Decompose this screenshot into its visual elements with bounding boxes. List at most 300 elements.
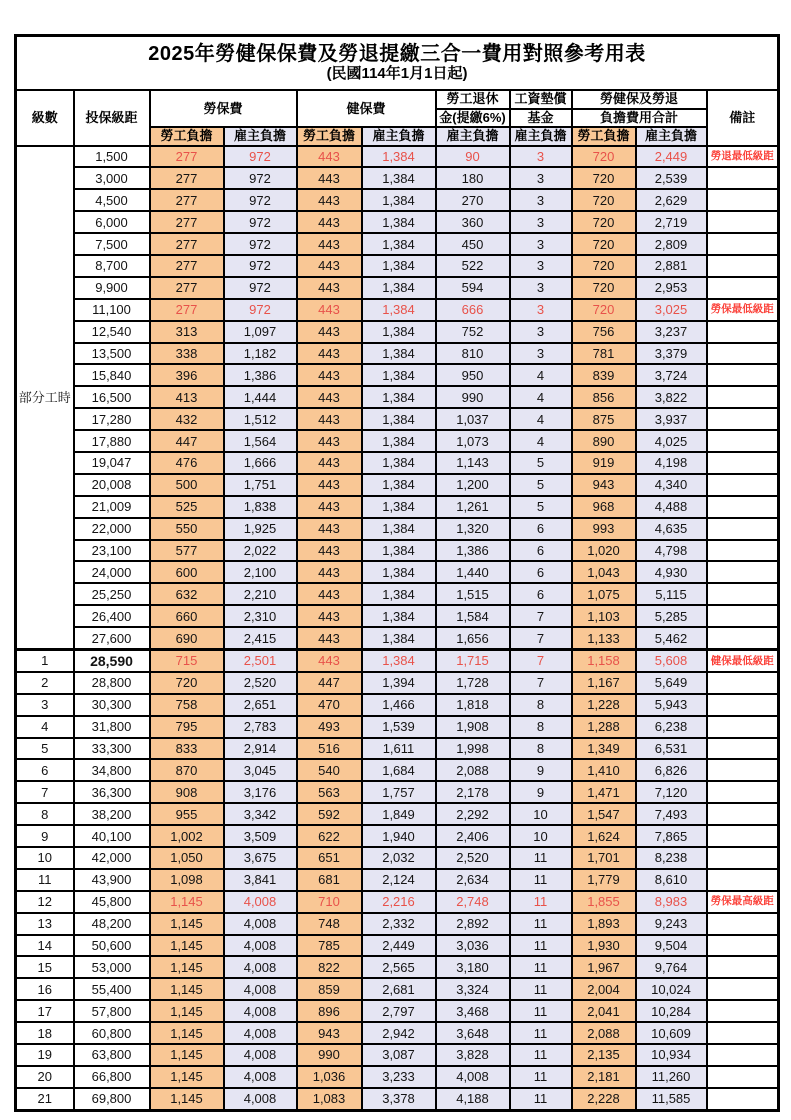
total-employer-cell: 5,608 [636,649,707,671]
table-row [16,627,779,649]
remark-cell [707,956,779,978]
remark-cell [707,211,779,233]
labor-employer-cell: 2,210 [224,583,297,605]
labor-employer-cell: 3,509 [224,825,297,847]
pension-employer-cell: 594 [436,277,510,299]
total-employer-cell: 4,930 [636,561,707,583]
col-header-level: 級數 [16,90,74,146]
wage-fund-employer-cell: 3 [510,321,572,343]
total-employee-cell: 1,967 [572,956,636,978]
table-row [16,561,779,583]
labor-employee-cell: 1,145 [150,978,224,1000]
total-employer-cell: 7,493 [636,803,707,825]
total-employee-cell: 2,004 [572,978,636,1000]
level-cell: 16 [16,978,74,1000]
pension-employer-cell: 2,892 [436,913,510,935]
table-body [16,146,779,1111]
bracket-cell: 34,800 [74,759,150,781]
bracket-cell: 11,100 [74,299,150,321]
table-row [16,583,779,605]
total-employer-cell: 2,809 [636,233,707,255]
wage-fund-employer-cell: 4 [510,386,572,408]
health-employee-cell: 443 [297,452,362,474]
total-employee-cell: 1,228 [572,694,636,716]
health-employee-cell: 443 [297,561,362,583]
pension-employer-cell: 990 [436,386,510,408]
health-employee-cell: 1,083 [297,1088,362,1110]
pension-employer-cell: 2,634 [436,869,510,891]
labor-employee-cell: 1,002 [150,825,224,847]
remark-cell [707,364,779,386]
total-employee-cell: 1,103 [572,605,636,627]
pension-employer-cell: 1,320 [436,518,510,540]
remark-cell [707,518,779,540]
level-cell: 17 [16,1000,74,1022]
labor-employee-cell: 955 [150,803,224,825]
health-employee-cell: 592 [297,803,362,825]
table-row [16,408,779,430]
total-employer-cell: 5,649 [636,672,707,694]
bracket-cell: 6,000 [74,211,150,233]
labor-employer-cell: 972 [224,299,297,321]
total-employee-cell: 1,930 [572,935,636,957]
remark-cell: 勞保最低級距 [707,299,779,321]
health-employer-cell: 1,384 [362,233,436,255]
health-employer-cell: 1,384 [362,540,436,562]
wage-fund-employer-cell: 3 [510,277,572,299]
table-row [16,913,779,935]
bracket-cell: 36,300 [74,781,150,803]
labor-employer-cell: 3,675 [224,847,297,869]
table-row [16,694,779,716]
labor-employee-cell: 313 [150,321,224,343]
labor-employee-cell: 277 [150,233,224,255]
pension-employer-cell: 1,261 [436,496,510,518]
remark-cell [707,1044,779,1066]
labor-employer-cell: 4,008 [224,935,297,957]
col-header-pension-line2: 金(提繳6%) [436,109,510,128]
bracket-cell: 22,000 [74,518,150,540]
total-employee-cell: 720 [572,255,636,277]
health-employee-cell: 443 [297,496,362,518]
total-employee-cell: 943 [572,474,636,496]
health-employee-cell: 516 [297,738,362,760]
total-employee-cell: 1,779 [572,869,636,891]
col-header-health-insurance: 健保費 [297,90,436,127]
subheader-total-employee: 勞工負擔 [572,127,636,146]
pension-employer-cell: 3,036 [436,935,510,957]
health-employee-cell: 443 [297,474,362,496]
table-row [16,1000,779,1022]
remark-cell [707,978,779,1000]
total-employer-cell: 2,449 [636,146,707,168]
health-employer-cell: 1,384 [362,496,436,518]
table-row [16,146,779,168]
total-employee-cell: 1,167 [572,672,636,694]
remark-cell [707,343,779,365]
pension-employer-cell: 2,088 [436,759,510,781]
level-cell: 6 [16,759,74,781]
level-cell: 4 [16,716,74,738]
health-employer-cell: 1,384 [362,146,436,168]
labor-employer-cell: 2,651 [224,694,297,716]
labor-employer-cell: 4,008 [224,1066,297,1088]
labor-employee-cell: 715 [150,649,224,671]
table-row [16,1044,779,1066]
labor-employer-cell: 2,415 [224,627,297,649]
level-cell: 8 [16,803,74,825]
health-employer-cell: 1,394 [362,672,436,694]
labor-employer-cell: 2,100 [224,561,297,583]
labor-employee-cell: 525 [150,496,224,518]
health-employer-cell: 2,565 [362,956,436,978]
level-cell: 2 [16,672,74,694]
remark-cell [707,386,779,408]
labor-employer-cell: 972 [224,277,297,299]
total-employer-cell: 11,585 [636,1088,707,1110]
wage-fund-employer-cell: 3 [510,299,572,321]
total-employee-cell: 2,041 [572,1000,636,1022]
health-employee-cell: 943 [297,1022,362,1044]
health-employer-cell: 2,942 [362,1022,436,1044]
total-employer-cell: 3,937 [636,408,707,430]
remark-cell [707,321,779,343]
subheader-total-employer: 雇主負擔 [636,127,707,146]
page-subtitle: (民國114年1月1日起) [326,65,468,83]
pension-employer-cell: 450 [436,233,510,255]
bracket-cell: 12,540 [74,321,150,343]
remark-cell [707,474,779,496]
wage-fund-employer-cell: 10 [510,825,572,847]
remark-cell [707,233,779,255]
labor-employer-cell: 972 [224,233,297,255]
bracket-cell: 20,008 [74,474,150,496]
table-row [16,869,779,891]
table-row [16,321,779,343]
level-cell: 14 [16,935,74,957]
wage-fund-employer-cell: 6 [510,540,572,562]
labor-employer-cell: 2,914 [224,738,297,760]
bracket-cell: 53,000 [74,956,150,978]
total-employer-cell: 2,629 [636,189,707,211]
subheader-wage-fund-employer: 雇主負擔 [510,127,572,146]
bracket-cell: 63,800 [74,1044,150,1066]
bracket-cell: 40,100 [74,825,150,847]
health-employer-cell: 1,384 [362,343,436,365]
labor-employer-cell: 1,097 [224,321,297,343]
total-employer-cell: 8,983 [636,891,707,913]
total-employee-cell: 720 [572,299,636,321]
health-employee-cell: 470 [297,694,362,716]
total-employee-cell: 2,181 [572,1066,636,1088]
labor-employee-cell: 1,145 [150,1022,224,1044]
bracket-cell: 8,700 [74,255,150,277]
wage-fund-employer-cell: 11 [510,935,572,957]
table-row [16,496,779,518]
pension-employer-cell: 1,386 [436,540,510,562]
remark-cell [707,694,779,716]
level-cell: 5 [16,738,74,760]
remark-cell [707,452,779,474]
col-header-pension-line1: 勞工退休 [436,90,510,109]
health-employee-cell: 681 [297,869,362,891]
wage-fund-employer-cell: 4 [510,364,572,386]
remark-cell [707,825,779,847]
labor-employee-cell: 758 [150,694,224,716]
health-employer-cell: 1,384 [362,518,436,540]
health-employer-cell: 1,940 [362,825,436,847]
labor-employee-cell: 277 [150,255,224,277]
pension-employer-cell: 3,648 [436,1022,510,1044]
labor-employer-cell: 1,838 [224,496,297,518]
health-employee-cell: 1,036 [297,1066,362,1088]
remark-cell [707,1000,779,1022]
health-employee-cell: 443 [297,540,362,562]
health-employee-cell: 822 [297,956,362,978]
health-employer-cell: 3,378 [362,1088,436,1110]
wage-fund-employer-cell: 11 [510,1044,572,1066]
wage-fund-employer-cell: 9 [510,781,572,803]
total-employer-cell: 9,764 [636,956,707,978]
health-employee-cell: 443 [297,277,362,299]
total-employer-cell: 11,260 [636,1066,707,1088]
table-row [16,364,779,386]
health-employee-cell: 443 [297,321,362,343]
wage-fund-employer-cell: 4 [510,430,572,452]
health-employer-cell: 1,849 [362,803,436,825]
health-employer-cell: 1,384 [362,583,436,605]
labor-employer-cell: 2,022 [224,540,297,562]
wage-fund-employer-cell: 3 [510,146,572,168]
table-row [16,672,779,694]
remark-cell [707,167,779,189]
health-employee-cell: 443 [297,518,362,540]
labor-employer-cell: 972 [224,211,297,233]
health-employer-cell: 1,384 [362,255,436,277]
pension-employer-cell: 1,818 [436,694,510,716]
pension-employer-cell: 1,037 [436,408,510,430]
remark-cell [707,869,779,891]
total-employer-cell: 9,243 [636,913,707,935]
level-cell-part-time: 部分工時 [16,146,74,650]
wage-fund-employer-cell: 11 [510,1022,572,1044]
remark-cell [707,189,779,211]
pension-employer-cell: 3,180 [436,956,510,978]
health-employee-cell: 443 [297,364,362,386]
total-employer-cell: 10,934 [636,1044,707,1066]
bracket-cell: 38,200 [74,803,150,825]
labor-employer-cell: 1,512 [224,408,297,430]
pension-employer-cell: 270 [436,189,510,211]
total-employee-cell: 1,020 [572,540,636,562]
bracket-cell: 69,800 [74,1088,150,1110]
bracket-cell: 9,900 [74,277,150,299]
wage-fund-employer-cell: 8 [510,694,572,716]
labor-employer-cell: 4,008 [224,956,297,978]
bracket-cell: 15,840 [74,364,150,386]
labor-employer-cell: 972 [224,189,297,211]
level-cell: 15 [16,956,74,978]
health-employee-cell: 443 [297,343,362,365]
table-row [16,255,779,277]
table-row [16,540,779,562]
bracket-cell: 28,590 [74,649,150,671]
health-employer-cell: 2,449 [362,935,436,957]
health-employee-cell: 622 [297,825,362,847]
wage-fund-employer-cell: 11 [510,956,572,978]
labor-employee-cell: 500 [150,474,224,496]
total-employer-cell: 4,635 [636,518,707,540]
pension-employer-cell: 3,324 [436,978,510,1000]
health-employer-cell: 2,332 [362,913,436,935]
bracket-cell: 50,600 [74,935,150,957]
labor-employee-cell: 660 [150,605,224,627]
total-employee-cell: 875 [572,408,636,430]
bracket-cell: 66,800 [74,1066,150,1088]
wage-fund-employer-cell: 3 [510,233,572,255]
labor-employee-cell: 1,145 [150,1000,224,1022]
pension-employer-cell: 752 [436,321,510,343]
labor-employee-cell: 1,145 [150,956,224,978]
labor-employer-cell: 1,386 [224,364,297,386]
wage-fund-employer-cell: 5 [510,452,572,474]
labor-employee-cell: 396 [150,364,224,386]
total-employee-cell: 781 [572,343,636,365]
wage-fund-employer-cell: 11 [510,1000,572,1022]
pension-employer-cell: 3,828 [436,1044,510,1066]
labor-employer-cell: 4,008 [224,978,297,1000]
col-header-wage-fund-line1: 工資墊償 [510,90,572,109]
total-employer-cell: 8,238 [636,847,707,869]
table-row [16,277,779,299]
health-employee-cell: 493 [297,716,362,738]
remark-cell [707,913,779,935]
wage-fund-employer-cell: 11 [510,847,572,869]
pension-employer-cell: 1,908 [436,716,510,738]
table-row [16,956,779,978]
subheader-labor-employer: 雇主負擔 [224,127,297,146]
table-row [16,803,779,825]
table-row [16,189,779,211]
health-employee-cell: 443 [297,211,362,233]
table-row [16,474,779,496]
level-cell: 13 [16,913,74,935]
table-row [16,935,779,957]
pension-employer-cell: 2,748 [436,891,510,913]
health-employee-cell: 990 [297,1044,362,1066]
pension-employer-cell: 1,143 [436,452,510,474]
remark-cell [707,496,779,518]
pension-employer-cell: 810 [436,343,510,365]
total-employer-cell: 4,488 [636,496,707,518]
labor-employer-cell: 3,342 [224,803,297,825]
pension-employer-cell: 522 [436,255,510,277]
total-employer-cell: 9,504 [636,935,707,957]
bracket-cell: 57,800 [74,1000,150,1022]
wage-fund-employer-cell: 8 [510,716,572,738]
wage-fund-employer-cell: 3 [510,255,572,277]
bracket-cell: 55,400 [74,978,150,1000]
bracket-cell: 45,800 [74,891,150,913]
labor-employee-cell: 795 [150,716,224,738]
total-employer-cell: 6,531 [636,738,707,760]
remark-cell: 健保最低級距 [707,649,779,671]
wage-fund-employer-cell: 6 [510,583,572,605]
health-employee-cell: 748 [297,913,362,935]
wage-fund-employer-cell: 11 [510,913,572,935]
total-employee-cell: 1,471 [572,781,636,803]
col-header-total-line1: 勞健保及勞退 [572,90,707,109]
total-employee-cell: 1,158 [572,649,636,671]
remark-cell [707,738,779,760]
bracket-cell: 13,500 [74,343,150,365]
total-employee-cell: 720 [572,211,636,233]
health-employer-cell: 1,384 [362,452,436,474]
total-employer-cell: 5,943 [636,694,707,716]
total-employee-cell: 720 [572,233,636,255]
table-row [16,343,779,365]
page-title: 2025年勞健保保費及勞退提繳三合一費用對照參考用表 [148,43,646,66]
table-row [16,386,779,408]
total-employee-cell: 2,228 [572,1088,636,1110]
total-employee-cell: 720 [572,167,636,189]
total-employer-cell: 4,025 [636,430,707,452]
labor-employee-cell: 277 [150,277,224,299]
health-employer-cell: 1,684 [362,759,436,781]
total-employee-cell: 1,410 [572,759,636,781]
total-employer-cell: 10,284 [636,1000,707,1022]
pension-employer-cell: 1,440 [436,561,510,583]
wage-fund-employer-cell: 3 [510,167,572,189]
level-cell: 7 [16,781,74,803]
table-title-block [16,36,779,91]
labor-employee-cell: 1,050 [150,847,224,869]
labor-employee-cell: 432 [150,408,224,430]
labor-employee-cell: 277 [150,211,224,233]
bracket-cell: 24,000 [74,561,150,583]
pension-employer-cell: 1,656 [436,627,510,649]
remark-cell [707,561,779,583]
labor-employer-cell: 972 [224,146,297,168]
labor-employee-cell: 277 [150,167,224,189]
total-employer-cell: 8,610 [636,869,707,891]
labor-employee-cell: 1,145 [150,935,224,957]
title-row [16,36,779,91]
pension-employer-cell: 3,468 [436,1000,510,1022]
total-employee-cell: 2,135 [572,1044,636,1066]
labor-employer-cell: 972 [224,255,297,277]
table-row [16,605,779,627]
health-employee-cell: 443 [297,299,362,321]
health-employer-cell: 1,384 [362,299,436,321]
remark-cell [707,1066,779,1088]
pension-employer-cell: 360 [436,211,510,233]
level-cell: 19 [16,1044,74,1066]
remark-cell [707,781,779,803]
pension-employer-cell: 2,292 [436,803,510,825]
table-row [16,167,779,189]
wage-fund-employer-cell: 7 [510,672,572,694]
pension-employer-cell: 4,188 [436,1088,510,1110]
total-employer-cell: 2,539 [636,167,707,189]
labor-employee-cell: 277 [150,189,224,211]
health-employer-cell: 1,384 [362,561,436,583]
wage-fund-employer-cell: 10 [510,803,572,825]
labor-employee-cell: 690 [150,627,224,649]
bracket-cell: 7,500 [74,233,150,255]
health-employer-cell: 1,384 [362,189,436,211]
table-row [16,1088,779,1110]
